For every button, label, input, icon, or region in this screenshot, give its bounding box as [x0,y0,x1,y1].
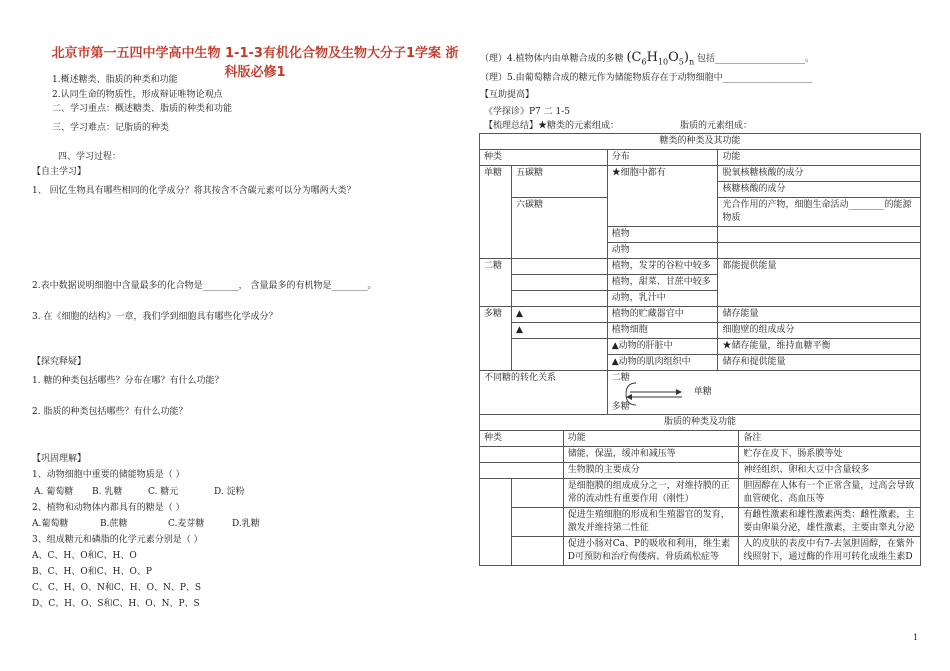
explore-heading: 【探究释疑】 [32,357,87,367]
blank-cell [718,227,921,243]
self-study-heading: 【自主学习】 [32,167,87,177]
function-glucose: 光合作用的产物，细胞生命活动________的能源物质 [718,198,921,227]
lipid-function-3: 是细胞膜的组成成分之一，对维持膜的正常的流动性有重要作用（刚性） [563,479,739,508]
header-function: 功能 [718,150,921,166]
self-study-q1: 1、 回忆生物具有哪些相同的化学成分？将其按含不含碳元素可以分为哪两大类？ [32,186,356,196]
question-1: 1、动物细胞中重要的储能物质是（ ） [32,470,185,480]
key-points: 二、学习重点：概述糖类、脂质的种类和功能 [52,104,233,114]
right-q5: （理）5.由葡萄糖合成的糖元作为储能物质存在于动物细胞中____________________ [480,73,813,83]
lipid-function-1: 储能，保温，缓冲和减压等 [563,447,739,463]
triangle-mark: ▲ [511,323,607,339]
lipid-function-5: 促进小肠对Ca、P的吸收和利用，维生素D可预防和治疗佝偻病、骨质疏松症等 [563,537,739,566]
blank-cell [511,259,607,275]
header-distribution: 分布 [607,150,718,166]
explore-q2: 2. 脂质的种类包括哪些？有什么功能？ [32,407,188,417]
lipid-note-5: 人的皮肤的表皮中有7-去氢胆固醇，在紫外线照射下，通过酶的作用可转化成维生素D [739,537,921,566]
q1-option-d: D. 淀粉 [214,487,245,497]
explore-q1: 1. 糖的种类包括哪些？分布在哪？有什么功能？ [32,376,224,386]
right-q4 [480,52,814,69]
q1-option-b: B. 乳糖 [92,487,123,497]
polysaccharide-function-3: ★储存能量，维持血糖平衡 [718,339,921,355]
conversion-label: 不同糖的转化关系 [480,371,608,415]
q3-option-c: C、C、H、O、N和C、H、O、N、P、S [32,583,202,593]
q1-option-a: A. 葡萄糖 [34,487,74,497]
lipid-function-4: 促进生殖细胞的形成和生殖器官的发育，激发并维持第二性征 [563,508,739,537]
conversion-disaccharide: 二糖 [611,373,630,383]
q2-option-a: A.葡萄糖 [32,519,69,529]
blank-cell [480,463,564,479]
polysaccharide-dist-3: ▲动物的肝脏中 [607,339,718,355]
polysaccharide-formula: $(C_6H_{10}O_5)_n$ [626,50,695,67]
lipid-header-note: 备注 [739,431,921,447]
blank-cell [511,339,607,371]
lipid-note-3: 胆固醇在人体有一个正常含量，过高会导致血管硬化、高血压等 [739,479,921,508]
blank-cell [511,291,607,307]
polysaccharide-label: 多糖 [480,307,512,371]
lipid-note-1: 贮存在皮下、肠系膜等处 [739,447,921,463]
disaccharide-dist-2: 植物，甜菜、甘蔗中较多 [607,275,718,291]
polysaccharide-dist-2: 植物细胞 [607,323,718,339]
q2-option-d: D.乳糖 [232,519,260,529]
reference-book: 《学探诊》P7 二 1-5 [484,107,570,117]
consolidate-heading: 【巩固理解】 [32,454,87,464]
question-2: 2、植物和动物体内都具有的糖是（ ） [32,503,185,513]
hexose-animal: 动物 [607,243,718,259]
right-q4-prefix: （理）4.植物体内由单糖合成的多糖 [480,54,624,64]
question-3: 3、组成糖元和磷脂的化学元素分别是（ ） [32,535,203,545]
disaccharide-label: 二糖 [480,259,512,307]
summary-lipid-elements: 脂质的元素组成： [680,121,753,131]
lipid-function-2: 生物膜的主要成分 [563,463,739,479]
objective-1: 1.概述糖类、脂质的种类和功能 [52,75,178,85]
page-title: 北京市第一五四中学高中生物 1-1-3有机化合物及生物大分子1学案 浙科版必修1 [51,46,459,80]
sugar-table [479,133,921,415]
polysaccharide-function-1: 储存能量 [718,307,921,323]
conversion-arrows-icon [610,379,770,409]
lipid-table [479,414,921,566]
lipid-header-function: 功能 [563,431,739,447]
conversion-diagram [607,371,920,415]
polysaccharide-dist-4: ▲动物的肌肉组织中 [607,355,718,371]
polysaccharide-function-4: 储存和提供能量 [718,355,921,371]
polysaccharide-dist-1: 植物的贮藏器官中 [607,307,718,323]
conversion-monosaccharide: 单糖 [693,387,712,397]
lipid-note-2: 神经组织、卵和大豆中含量较多 [739,463,921,479]
blank-cell [480,479,512,566]
q3-option-d: D、C、H、O、S和C、H、O、N、P、S [32,599,200,609]
right-q4-suffix: 包括____________________。 [697,54,815,64]
disaccharide-function: 都能提供能量 [718,259,921,307]
blank-cell [511,508,563,537]
conversion-polysaccharide: 多糖 [611,402,630,412]
q3-option-a: A、C、H、O和C、H、O [32,551,137,561]
page-number: 1 [913,633,919,642]
monosaccharide-label: 单糖 [480,166,512,259]
pentose-label: 五碳糖 [511,166,607,198]
everywhere-cell: ★细胞中都有 [607,166,718,227]
lipid-note-4: 有雌性激素和雄性激素两类：雌性激素，主要由卵巢分泌，雄性激素，主要由睾丸分泌 [739,508,921,537]
summary-sugar-elements: 【梳理总结】★糖类的元素组成： [484,121,620,131]
blank-cell [511,479,563,508]
disaccharide-dist-3: 动物，乳汁中 [607,291,718,307]
hexose-label: 六碳糖 [511,198,607,259]
hexose-plant: 植物 [607,227,718,243]
blank-cell [511,275,607,291]
polysaccharide-function-2: 细胞壁的组成成分 [718,323,921,339]
q3-option-b: B、C、H、O和C、H、O、P [32,567,152,577]
process-heading: 四、学习过程： [58,152,122,162]
blank-cell [718,243,921,259]
q1-option-c: C. 糖元 [148,487,179,497]
self-study-q3: 3. 在《细胞的结构》一章，我们学到细胞具有哪些化学成分？ [32,312,278,322]
self-study-q2: 2.表中数据说明细胞中含量最多的化合物是________， 含量最多的有机物是________。 [32,281,377,291]
function-rna: 核糖核酸的成分 [718,182,921,198]
interact-heading: 【互助提高】 [480,90,535,100]
lipid-table-caption: 脂质的种类及功能 [480,415,921,431]
triangle-mark: ▲ [511,307,607,323]
difficult-points: 三、学习难点：记脂质的种类 [52,123,170,133]
function-dna: 脱氧核糖核酸的成分 [718,166,921,182]
lipid-header-type: 种类 [480,431,564,447]
disaccharide-dist-1: 植物，发芽的谷粒中较多 [607,259,718,275]
q2-option-c: C.麦芽糖 [168,519,205,529]
header-type: 种类 [480,150,608,166]
q2-option-b: B.蔗糖 [100,519,128,529]
sugar-table-caption: 糖类的种类及其功能 [480,134,921,150]
blank-cell [511,537,563,566]
objective-2: 2.认同生命的物质性，形成辩证唯物论观点 [52,90,223,100]
blank-cell [480,447,564,463]
